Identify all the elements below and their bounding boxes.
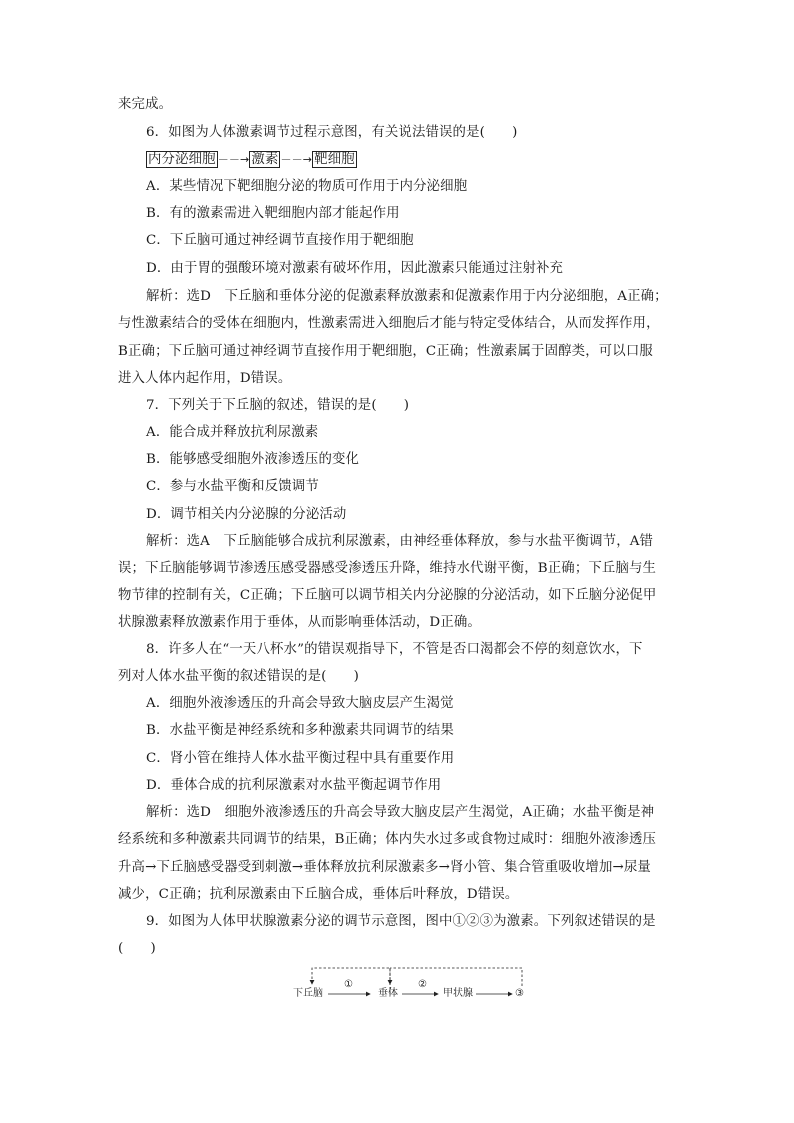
thyroid-regulation-diagram: [290, 962, 530, 1006]
node-thyroid: 甲状腺: [443, 988, 473, 999]
flow-arrow-icon: －－: [217, 153, 241, 166]
diagram-connectors: [290, 962, 530, 1006]
hormone-1-label: ①: [344, 979, 353, 990]
question-7-analysis: 解析：选A 下丘脑能够合成抗利尿激素，由神经垂体释放，参与水盐平衡调节，A错: [146, 534, 654, 549]
question-7-analysis: 状腺激素释放激素作用于垂体，从而影响垂体活动，D正确。: [118, 615, 481, 630]
question-8-option-a: A．细胞外液渗透压的升高会导致大脑皮层产生渴觉: [146, 696, 454, 711]
question-6-flow-diagram: [146, 151, 706, 169]
question-8-analysis: 解析：选D 细胞外液渗透压的升高会导致大脑皮层产生渴觉，A正确；水盐平衡是神: [146, 805, 655, 820]
question-7-stem: 7．下列关于下丘脑的叙述，错误的是( ): [146, 398, 410, 413]
question-6-analysis: 与性激素结合的受体在细胞内，性激素需进入细胞后才能与特定受体结合，从而发挥作用，: [118, 316, 660, 331]
question-6-analysis: 解析：选D 下丘脑和垂体分泌的促激素释放激素和促激素作用于内分泌细胞，A正确；: [146, 289, 668, 304]
question-6-analysis: B正确；下丘脑可通过神经调节直接作用于靶细胞，C正确；性激素属于固醇类，可以口服: [118, 344, 653, 359]
question-8-stem: 列对人体水盐平衡的叙述错误的是( ): [118, 669, 359, 684]
flow-arrow-icon: →: [302, 153, 313, 166]
question-7-option-d: D．调节相关内分泌腺的分泌活动: [146, 507, 347, 522]
flow-node-endocrine-cell: 内分泌细胞: [148, 152, 216, 167]
node-hypothalamus: 下丘脑: [293, 988, 323, 999]
flow-node-hormone: 激素: [251, 152, 279, 167]
node-pituitary: 垂体: [378, 988, 398, 999]
question-7-analysis: 误；下丘脑能够调节渗透压感受器感受渗透压升降，维持水代谢平衡，B正确；下丘脑与生: [118, 561, 657, 576]
feedback-line-from-hormone-3: [390, 968, 522, 986]
text-line: 来完成。: [118, 97, 173, 112]
question-6-option-a: A．某些情况下靶细胞分泌的物质可作用于内分泌细胞: [146, 179, 468, 194]
question-8-stem: 8．许多人在“一天八杯水”的错误观指导下，不管是否口渴都会不停的刻意饮水，下: [146, 642, 643, 657]
question-9-stem: ( ): [118, 941, 156, 956]
question-7-option-c: C．参与水盐平衡和反馈调节: [146, 479, 319, 494]
question-6-option-b: B．有的激素需进入靶细胞内部才能起作用: [146, 206, 400, 221]
question-6-option-c: C．下丘脑可通过神经调节直接作用于靶细胞: [146, 233, 414, 248]
question-8-option-d: D．垂体合成的抗利尿激素对水盐平衡起调节作用: [146, 778, 442, 793]
question-6-analysis: 进入人体内起作用，D错误。: [118, 371, 292, 386]
question-8-analysis: 经系统和多种激素共同调节的结果，B正确；体内失水过多或食物过咸时：细胞外液渗透压: [118, 832, 657, 847]
hormone-3-label: ③: [515, 988, 524, 999]
question-8-analysis: 减少，C正确；抗利尿激素由下丘脑合成，垂体后叶释放，D错误。: [118, 887, 519, 902]
question-7-option-a: A．能合成并释放抗利尿激素: [146, 425, 319, 440]
question-9-stem: 9．如图为人体甲状腺激素分泌的调节示意图，图中①②③为激素。下列叙述错误的是: [146, 914, 656, 929]
question-7-analysis: 物节律的控制有关，C正确；下丘脑可以调节相关内分泌腺的分泌活动，如下丘脑分泌促甲: [118, 588, 657, 603]
question-6-stem: 6．如图为人体激素调节过程示意图，有关说法错误的是( ): [146, 125, 518, 140]
flow-arrow-icon: －－: [280, 153, 303, 166]
question-6-option-d: D．由于胃的强酸环境对激素有破坏作用，因此激素只能通过注射补充: [146, 261, 564, 276]
question-7-option-b: B．能够感受细胞外液渗透压的变化: [146, 452, 360, 467]
question-8-analysis: 升高→下丘脑感受器受到刺激→垂体释放抗利尿激素多→肾小管、集合管重吸收增加→尿量: [118, 860, 651, 875]
hormone-2-label: ②: [418, 979, 427, 990]
flow-arrow-icon: →: [240, 153, 250, 166]
question-8-option-c: C．肾小管在维持人体水盐平衡过程中具有重要作用: [146, 751, 455, 766]
flow-node-target-cell: 靶细胞: [314, 152, 355, 167]
question-8-option-b: B．水盐平衡是神经系统和多种激素共同调节的结果: [146, 723, 454, 738]
